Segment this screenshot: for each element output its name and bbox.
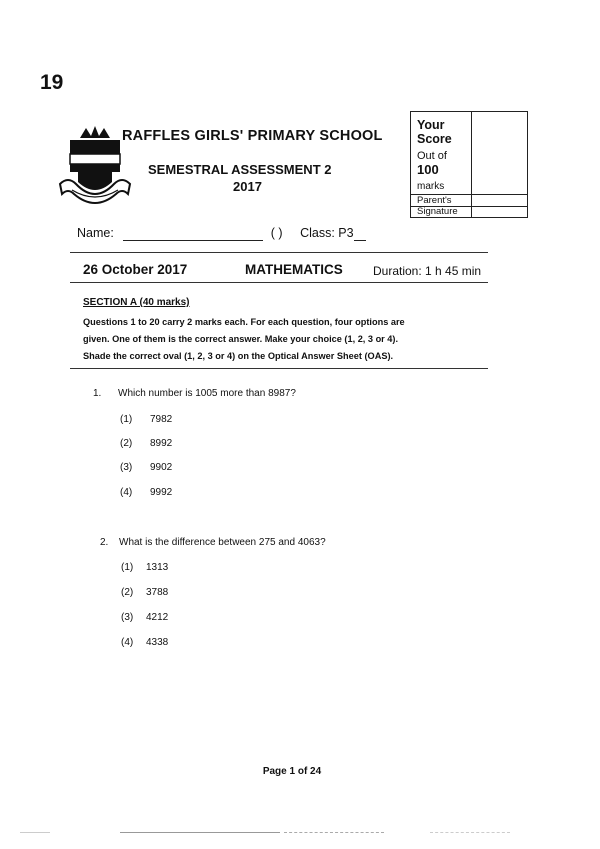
option-value: 7982 bbox=[150, 414, 173, 425]
scan-artifact-line bbox=[430, 832, 510, 833]
name-label: Name: bbox=[77, 226, 114, 240]
page-footer: Page 1 of 24 bbox=[262, 766, 322, 777]
option-value: 9902 bbox=[150, 462, 173, 473]
option-label: (4) bbox=[120, 487, 133, 498]
question-number: 1. bbox=[93, 388, 102, 399]
score-box bbox=[410, 111, 528, 218]
instruction-line: Shade the correct oval (1, 2, 3 or 4) on the Optical Answer Sheet (OAS). bbox=[83, 351, 394, 361]
parent-signature-label-2: Signature bbox=[417, 206, 458, 217]
question-text: What is the difference between 275 and 4063? bbox=[119, 537, 326, 548]
score-label-marks: marks bbox=[417, 181, 445, 192]
parent-signature-label-1: Parent's bbox=[417, 195, 452, 206]
assessment-year: 2017 bbox=[233, 179, 262, 194]
option-value: 9992 bbox=[150, 487, 173, 498]
option-label: (3) bbox=[120, 462, 133, 473]
question-text: Which number is 1005 more than 8987? bbox=[118, 388, 296, 399]
score-label-your: Your bbox=[417, 118, 445, 132]
option-label: (1) bbox=[120, 414, 133, 425]
school-crest-logo bbox=[58, 124, 132, 208]
name-blank-line[interactable] bbox=[123, 226, 263, 241]
class-blank-line[interactable] bbox=[354, 226, 366, 241]
section-title: SECTION A (40 marks) bbox=[83, 297, 190, 308]
scan-artifact-line bbox=[284, 832, 384, 833]
scan-artifact-line bbox=[20, 832, 50, 833]
register-number-parens: ( ) bbox=[270, 226, 283, 240]
option-value: 3788 bbox=[146, 587, 169, 598]
name-class-row bbox=[77, 226, 366, 241]
instruction-line: Questions 1 to 20 carry 2 marks each. For each question, four options are bbox=[83, 317, 405, 327]
exam-duration: Duration: 1 h 45 min bbox=[373, 264, 482, 278]
score-label-out-of: Out of bbox=[417, 150, 447, 162]
score-label-score: Score bbox=[417, 132, 452, 146]
option-label: (3) bbox=[121, 612, 134, 623]
option-label: (2) bbox=[121, 587, 134, 598]
option-value: 8992 bbox=[150, 438, 173, 449]
instruction-line: given. One of them is the correct answer. Make your choice (1, 2, 3 or 4). bbox=[83, 334, 399, 344]
divider-line bbox=[70, 252, 488, 253]
option-label: (1) bbox=[121, 562, 134, 573]
score-box-divider bbox=[471, 112, 472, 217]
page-number: 19 bbox=[40, 71, 64, 94]
exam-subject: MATHEMATICS bbox=[245, 262, 343, 277]
school-name: RAFFLES GIRLS' PRIMARY SCHOOL bbox=[122, 128, 383, 144]
assessment-title: SEMESTRAL ASSESSMENT 2 bbox=[148, 162, 332, 177]
exam-date: 26 October 2017 bbox=[83, 262, 188, 277]
score-total: 100 bbox=[417, 162, 439, 177]
section-instructions bbox=[83, 314, 483, 365]
divider-line bbox=[70, 282, 488, 283]
option-value: 1313 bbox=[146, 562, 169, 573]
option-value: 4212 bbox=[146, 612, 169, 623]
option-value: 4338 bbox=[146, 637, 169, 648]
question-number: 2. bbox=[100, 537, 109, 548]
option-label: (4) bbox=[121, 637, 134, 648]
option-label: (2) bbox=[120, 438, 133, 449]
class-label: Class: P3 bbox=[300, 226, 354, 240]
scan-artifact-line bbox=[120, 832, 280, 833]
divider-line bbox=[70, 368, 488, 369]
